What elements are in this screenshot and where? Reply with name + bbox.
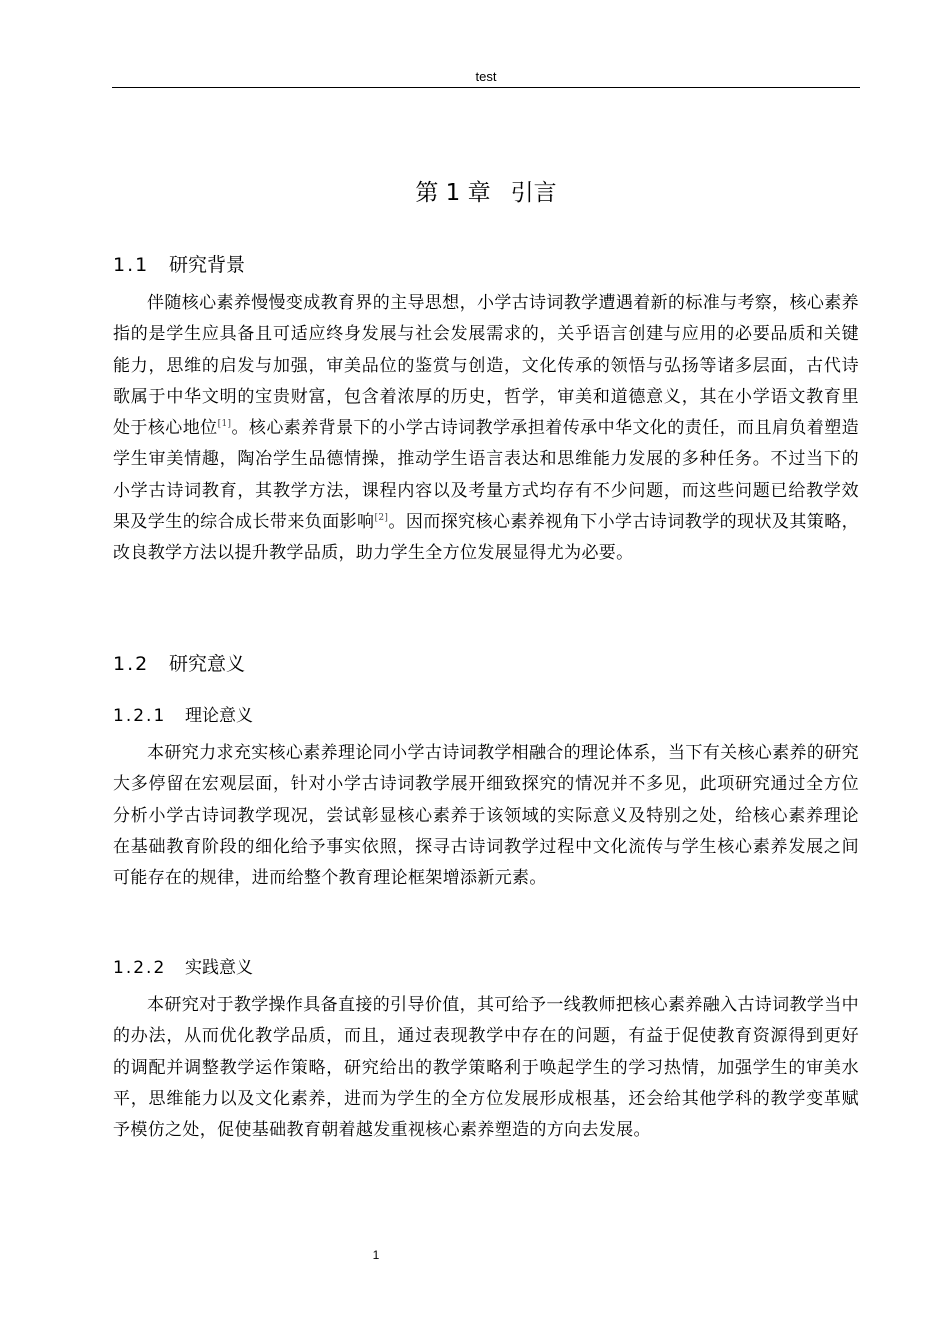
chapter-name: 引言 [510, 180, 557, 206]
header-divider [112, 87, 860, 88]
subsection-title: 理论意义 [185, 706, 253, 726]
paragraph-theory: 本研究力求充实核心素养理论同小学古诗词教学相融合的理论体系，当下有关核心素养的研究大多停留在宏观层面，针对小学古诗词教学展开细致探究的情况并不多见，此项研究通过全方位分析小学古诗词教学现况，尝试彰显核心素养于该领域的实际意义及特别之处，给核心素养理论在基础教育阶段的细化给予事实依照，探寻古诗词教学过程中文化流传与学生核心素养发展之间可能存在的规律，进而给整个教育理论框架增添新元素。 [113, 743, 859, 889]
paragraph-background [113, 288, 859, 570]
section-title: 研究背景 [169, 254, 246, 276]
section-heading-background [113, 251, 245, 279]
subsection-number: 1.2.1 [113, 706, 167, 726]
chapter-number: 第 1 章 [415, 180, 491, 206]
chapter-title [112, 176, 860, 210]
citation-2[interactable]: [2] [374, 513, 389, 524]
section-number: 1.1 [113, 254, 150, 276]
section-number: 1.2 [113, 653, 150, 675]
running-header: test [475, 69, 497, 84]
subsection-heading-theory [113, 703, 253, 729]
subsection-title: 实践意义 [185, 958, 253, 978]
paragraph-text: 。因而探究核心素养视角下小学古诗词教学的现状及其策略，改良教学方法以提升教学品质，助力学生全方位发展显得尤为必要。 [113, 512, 860, 564]
subsection-number: 1.2.2 [113, 958, 167, 978]
paragraph-text: 。核心素养背景下的小学古诗词教学承担着传承中华文化的责任，而且肩负着塑造学生审美情趣，陶冶学生品德情操，推动学生语言表达和思维能力发展的多种任务。不过当下的小学古诗词教育，其教学方法，课程内容以及考量方式均存有不少问题，而这些问题已给教学效果及学生的综合成长带来负面影响 [113, 418, 859, 533]
paragraph-practice: 本研究对于教学操作具备直接的引导价值，其可给予一线教师把核心素养融入古诗词教学当中的办法，从而优化教学品质，而且，通过表现教学中存在的问题，有益于促使教育资源得到更好的调配并调整教学运作策略，研究给出的教学策略利于唤起学生的学习热情，加强学生的审美水平，思维能力以及文化素养，进而为学生的全方位发展形成根基，还会给其他学科的教学变革赋予模仿之处，促使基础教育朝着越发重视核心素养塑造的方向去发展。 [113, 995, 859, 1141]
section-title: 研究意义 [169, 653, 246, 675]
citation-1[interactable]: [1] [217, 419, 232, 430]
page-number: 1 [372, 1248, 380, 1262]
subsection-heading-practice [113, 955, 253, 981]
paragraph-text: 伴随核心素养慢慢变成教育界的主导思想，小学古诗词教学遭遇着新的标准与考察，核心素养指的是学生应具备且可适应终身发展与社会发展需求的，关乎语言创建与应用的必要品质和关键能力，思维的启发与加强，审美品位的鉴赏与创造，文化传承的领悟与弘扬等诸多层面，古代诗歌属于中华文明的宝贵财富，包含着浓厚的历史，哲学，审美和道德意义，其在小学语文教育里处于核心地位 [113, 293, 859, 439]
section-heading-significance [113, 650, 245, 678]
